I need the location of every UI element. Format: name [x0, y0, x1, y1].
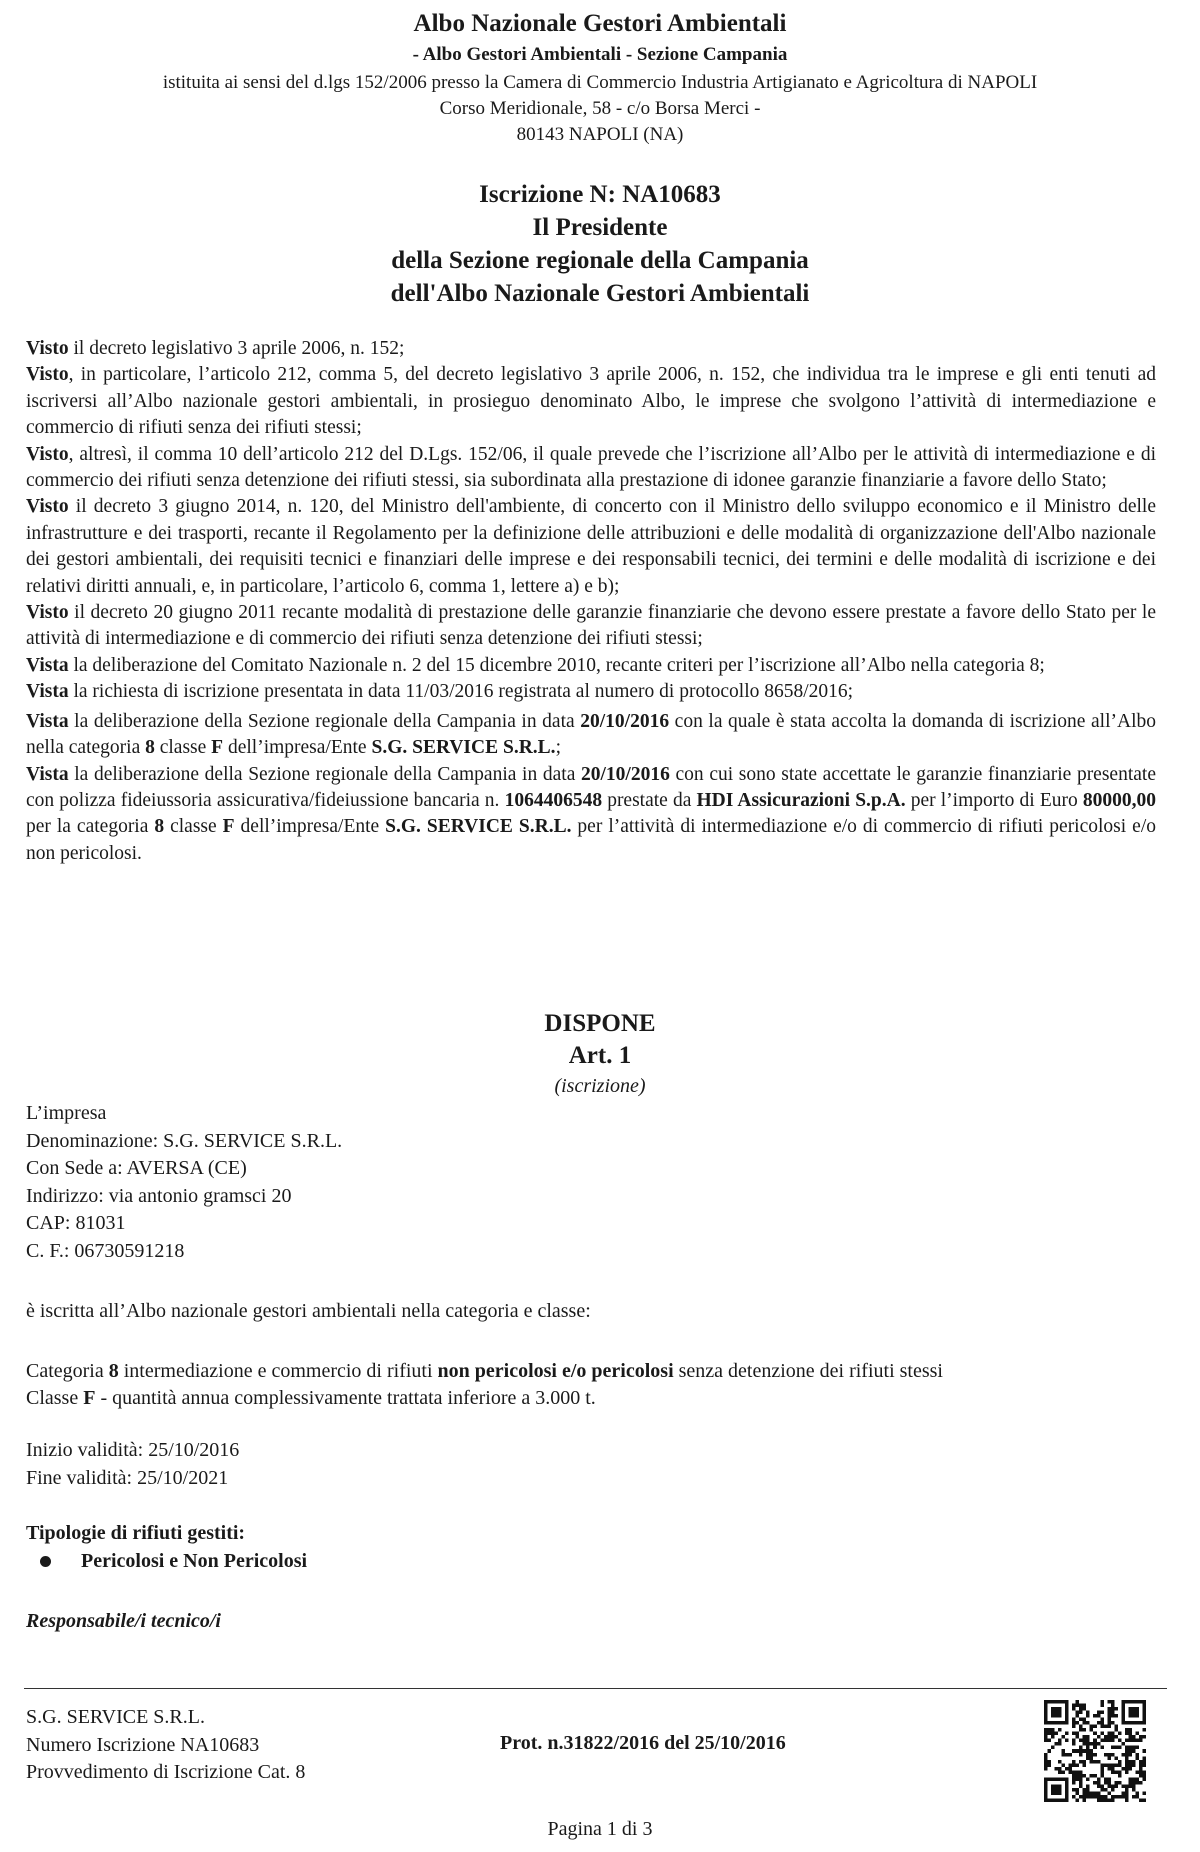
category-class: [26, 1358, 943, 1412]
paragraph-text: la richiesta di iscrizione presentata in data 11/03/2016 registrata al numero di protocollo 8658/2016;: [68, 681, 854, 703]
header-address-line-3: 80143 NAPOLI (NA): [516, 124, 684, 145]
paragraph-text: dell’impresa/Ente: [223, 737, 372, 759]
class-text: - quantità annua complessivamente trattata inferiore a 3.000 t.: [95, 1387, 596, 1409]
preamble-paragraph: [26, 336, 1156, 362]
preamble-paragraph: [26, 494, 1156, 600]
paragraph-lead: Visto: [26, 338, 69, 359]
category-text: senza detenzione dei rifiuti stessi: [673, 1360, 943, 1382]
class-letter: F: [222, 816, 235, 838]
footer-info: [26, 1704, 305, 1787]
footer-divider: [24, 1688, 1167, 1689]
article-label: (iscrizione): [554, 1075, 646, 1097]
paragraph-text: la deliberazione del Comitato Nazionale n. 2 del 15 dicembre 2010, recante criteri per l’iscrizione all’Albo nella categoria 8;: [68, 654, 1045, 676]
paragraph-lead: Visto: [26, 364, 69, 386]
preamble-paragraph: [26, 600, 1156, 653]
technical-managers-heading: Responsabile/i tecnico/i: [26, 1610, 221, 1632]
protocol-number: Prot. n.31822/2016 del 25/10/2016: [500, 1732, 786, 1754]
category-number: 8: [108, 1360, 119, 1382]
header-address-line-2: Corso Meridionale, 58 - c/o Borsa Merci -: [439, 98, 761, 119]
president-title: Il Presidente: [532, 214, 668, 241]
paragraph-lead: Visto: [26, 496, 69, 518]
preamble-paragraph: [26, 709, 1156, 762]
company-seat: Con Sede a: AVERSA (CE): [26, 1157, 247, 1179]
paragraph-text: , in particolare, l’articolo 212, comma 5, del decreto legislativo 3 aprile 2006, n. 152, che individua tra le imprese e gli enti tenuti ad iscriversi all’Albo nazionale gestori ambientali, in prosieguo denominato Albo, le imprese che svolgono l’attività di intermediazione e commercio di rifiuti senza dei rifiuti stessi;: [26, 364, 1156, 439]
paragraph-text: il decreto 3 giugno 2014, n. 120, del Ministro dell'ambiente, di concerto con il Ministro dello sviluppo economico e il Ministro delle infrastrutture e dei trasporti, recante il Regolamento per la definizione delle attribuzioni e delle modalità di organizzazione dell'Albo nazionale dei gestori ambientali, dei requisiti tecnici e finanziari delle imprese e dei responsabili tecnici, dei termini e delle modalità di iscrizione e dei relativi diritti annuali, e, in particolare, l’articolo 6, comma 1, lettere a) e b);: [26, 496, 1156, 597]
paragraph-text: la deliberazione della Sezione regionale della Campania in data: [68, 710, 581, 732]
waste-type-label: Pericolosi e Non Pericolosi: [81, 1550, 308, 1572]
company-name: S.G. SERVICE S.R.L.: [385, 816, 572, 838]
paragraph-lead: Visto: [26, 443, 69, 465]
preamble: [26, 336, 1156, 867]
guarantee-amount: 80000,00: [1082, 789, 1156, 811]
paragraph-text: per l’attività di intermediazione e/o di commercio di rifiuti pericolosi e/o non pericolosi.: [26, 816, 1156, 864]
header-address-line-1: istituita ai sensi del d.lgs 152/2006 presso la Camera di Commercio Industria Artigianato e Agricoltura di NAPOLI: [162, 72, 1038, 93]
waste-types-title: Tipologie di rifiuti gestiti:: [26, 1522, 246, 1544]
category-line: [26, 1358, 943, 1385]
deliberation-date: 20/10/2016: [580, 710, 670, 732]
waste-type: non pericolosi e/o pericolosi: [437, 1360, 674, 1382]
paragraph-lead: Vista: [26, 763, 69, 785]
preamble-paragraph: [26, 762, 1156, 868]
class-letter: F: [211, 737, 224, 759]
paragraph-text: , altresì, il comma 10 dell’articolo 212 del D.Lgs. 152/06, il quale prevede che l’iscrizione all’Albo per le attività di intermediazione e di commercio dei rifiuti senza detenzione dei rifiuti stessi, sia subordinata alla prestazione di idonee garanzie finanziarie a favore dello Stato;: [26, 443, 1156, 492]
paragraph-text: per l’importo di Euro: [905, 789, 1083, 811]
insurer-name: HDI Assicurazioni S.p.A.: [696, 789, 906, 811]
paragraph-text: il decreto legislativo 3 aprile 2006, n. 152;: [68, 338, 405, 359]
company-details: [26, 1100, 342, 1265]
preamble-paragraph: [26, 653, 1156, 679]
bullet-icon: [40, 1556, 51, 1567]
validity-end: Fine validità: 25/10/2021: [26, 1467, 229, 1489]
deliberation-date: 20/10/2016: [581, 763, 670, 785]
category-number: 8: [154, 816, 165, 838]
qr-code-icon: [1044, 1700, 1146, 1802]
title-block: [0, 178, 1200, 310]
class-text: Classe: [26, 1387, 84, 1409]
albo-name: dell'Albo Nazionale Gestori Ambientali: [390, 280, 810, 307]
paragraph-text: il decreto 20 giugno 2011 recante modalità di prestazione delle garanzie finanziarie che devono essere prestate a favore dello Stato per le attività di intermediazione e di commercio dei rifiuti senza detenzione dei rifiuti stessi;: [26, 602, 1156, 650]
paragraph-text: con la quale è stata accolta la domanda di iscrizione all’Albo nella categoria: [26, 710, 1156, 759]
paragraph-text: la deliberazione della Sezione regionale della Campania in data: [68, 763, 582, 785]
dispone-heading: DISPONE: [544, 1010, 656, 1037]
company-intro: L’impresa: [26, 1102, 107, 1124]
paragraph-text: classe: [164, 816, 223, 838]
preamble-paragraph: [26, 442, 1156, 495]
company-address: Indirizzo: via antonio gramsci 20: [26, 1184, 292, 1207]
category-text: intermediazione e commercio di rifiuti: [118, 1360, 438, 1382]
company-tax-code: C. F.: 06730591218: [26, 1239, 185, 1262]
footer-registration-number: Numero Iscrizione NA10683: [26, 1733, 260, 1756]
paragraph-lead: Vista: [26, 654, 69, 676]
paragraph-text: ;: [555, 737, 561, 759]
page-number: Pagina 1 di 3: [547, 1818, 653, 1840]
policy-number: 1064406548: [504, 789, 603, 811]
class-line: [26, 1385, 943, 1412]
paragraph-text: classe: [154, 737, 212, 759]
category-text: Categoria: [26, 1360, 109, 1382]
paragraph-lead: Visto: [26, 602, 69, 624]
preamble-paragraph: [26, 362, 1156, 441]
footer-company: S.G. SERVICE S.R.L.: [26, 1706, 205, 1728]
company-denomination: Denominazione: S.G. SERVICE S.R.L.: [26, 1129, 343, 1152]
paragraph-text: per la categoria: [26, 816, 155, 838]
company-name: S.G. SERVICE S.R.L.: [371, 737, 556, 759]
paragraph-lead: Vista: [26, 681, 69, 703]
regional-section: della Sezione regionale della Campania: [391, 247, 809, 274]
paragraph-text: dell’impresa/Ente: [234, 816, 386, 838]
registration-number: Iscrizione N: NA10683: [479, 181, 721, 208]
validity-block: [26, 1436, 239, 1492]
company-cap: CAP: 81031: [26, 1212, 126, 1234]
header-subtitle: - Albo Gestori Ambientali - Sezione Campania: [412, 44, 788, 65]
category-number: 8: [145, 737, 155, 759]
preamble-paragraph: [26, 679, 1156, 705]
paragraph-lead: Vista: [26, 710, 69, 732]
waste-type-item: [40, 1550, 307, 1573]
footer-provision: Provvedimento di Iscrizione Cat. 8: [26, 1761, 306, 1783]
class-letter: F: [83, 1387, 96, 1409]
header-title: Albo Nazionale Gestori Ambientali: [413, 10, 787, 37]
validity-start: Inizio validità: 25/10/2016: [26, 1439, 240, 1461]
article-heading: Art. 1: [568, 1042, 632, 1069]
registration-statement: è iscritta all’Albo nazionale gestori ambientali nella categoria e classe:: [26, 1300, 591, 1322]
paragraph-text: prestate da: [602, 789, 697, 811]
paragraph-text: con cui sono state accettate le garanzie finanziarie presentate con polizza fideiussoria assicurativa/fideiussione bancaria n.: [26, 763, 1156, 811]
